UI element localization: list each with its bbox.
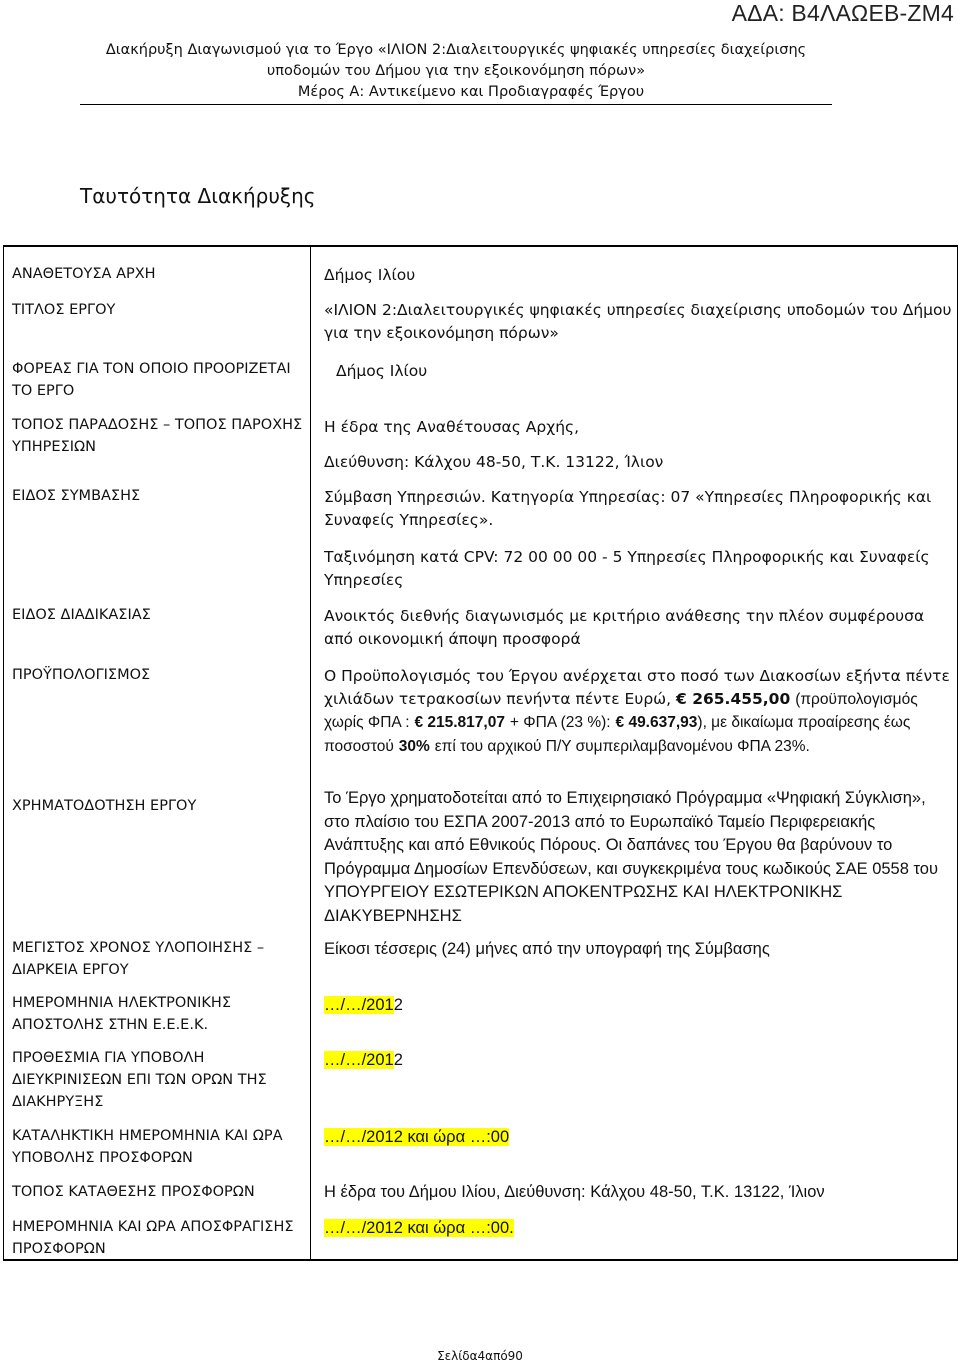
value-send-date <box>324 994 952 1018</box>
label-duration: ΜΕΓΙΣΤΟΣ ΧΡΟΝΟΣ ΥΛΟΠΟΙΗΣΗΣ – ΔΙΑΡΚΕΙΑ ΕΡΓΟΥ <box>12 940 265 978</box>
budget-text-1: Ο Προϋπολογισμός του Έργου ανέρχεται στο ποσό των Διακοσίων εξήντα πέντε χιλιάδων τετρακοσίων πενήντα πέντε Ευρώ, <box>324 667 950 708</box>
budget-total: € 265.455,00 <box>676 689 791 708</box>
value-authority: Δήμος Ιλίου <box>324 266 416 284</box>
value-contract-type: Σύμβαση Υπηρεσιών. Κατηγορία Υπηρεσίας: 07 «Υπηρεσίες Πληροφορικής και Συναφείς Υπηρεσίες». <box>324 488 932 529</box>
budget-text-3: + ΦΠΑ (23 %): <box>509 714 611 731</box>
label-procedure-type: ΕΙΔΟΣ ΔΙΑΔΙΚΑΣΙΑΣ <box>12 607 151 623</box>
budget-percentage: 30% <box>398 737 430 755</box>
budget-text-4: ), με δικαίωμα προαίρεσης έως ποσοστού <box>324 714 911 755</box>
label-opening: ΗΜΕΡΟΜΗΝΙΑ ΚΑΙ ΩΡΑ ΑΠΟΣΦΡΑΓΙΣΗΣ ΠΡΟΣΦΟΡΩΝ <box>12 1219 294 1257</box>
column-divider <box>310 247 311 1259</box>
submission-date-highlight: …/…/2012 και ώρα …: <box>324 1128 491 1146</box>
submission-date-suffix: 00 <box>490 1128 510 1146</box>
value-submission-place: Η έδρα του Δήμου Ιλίου, Διεύθυνση: Κάλχου 48-50, Τ.Κ. 13122, Ίλιον <box>324 1183 825 1201</box>
value-procedure-type: Ανοικτός διεθνής διαγωνισμός με κριτήριο ανάθεσης την πλέον συμφέρουσα από οικονομική άποψη προσφορά <box>324 607 925 648</box>
label-contract-type: ΕΙΔΟΣ ΣΥΜΒΑΣΗΣ <box>12 488 141 504</box>
header-line-3: Μέρος Α: Αντικείμενο και Προδιαγραφές Έργου <box>297 84 645 100</box>
budget-vat: € 49.637,93 <box>615 714 698 731</box>
document-header <box>80 40 832 103</box>
label-submission-place: ΤΟΠΟΣ ΚΑΤΑΘΕΣΗΣ ΠΡΟΣΦΟΡΩΝ <box>12 1184 255 1200</box>
label-submission-deadline: ΚΑΤΑΛΗΚΤΙΚΗ ΗΜΕΡΟΜΗΝΙΑ ΚΑΙ ΩΡΑ ΥΠΟΒΟΛΗΣ ΠΡΟΣΦΟΡΩΝ <box>12 1128 283 1166</box>
send-date-suffix: 2 <box>393 996 403 1014</box>
value-funding: Το Έργο χρηματοδοτείται από το Επιχειρησιακό Πρόγραμμα «Ψηφιακή Σύγκλιση», στο πλαίσιο του ΕΣΠΑ 2007-2013 από το Ευρωπαϊκό Ταμείο Περιφερειακής Ανάπτυξης και από Εθνικούς Πόρους. Οι δαπάνες του Έργου θα βαρύνουν το Πρόγραμμα Δημοσίων Επενδύσεων, και συγκεκριμένα τους κωδικούς ΣΑΕ 0558 του ΥΠΟΥΡΓΕΙΟΥ ΕΣΩΤΕΡΙΚΩΝ ΑΠΟΚΕΝΤΡΩΣΗΣ ΚΑΙ ΗΛΕΚΤΡΟΝΙΚΗΣ ΔΙΑΚΥΒΕΡΝΗΣΗΣ <box>324 789 938 925</box>
label-clarifications-deadline: ΠΡΟΘΕΣΜΙΑ ΓΙΑ ΥΠΟΒΟΛΗ ΔΙΕΥΚΡΙΝΙΣΕΩΝ ΕΠΙ ΤΩΝ ΟΡΩΝ ΤΗΣ ΔΙΑΚΗΡΥΞΗΣ <box>12 1050 267 1110</box>
label-budget: ΠΡΟΫΠΟΛΟΓΙΣΜΟΣ <box>12 667 151 683</box>
budget-text-2: (προϋπολογισμός χωρίς ΦΠΑ : <box>324 690 918 731</box>
value-budget <box>324 665 952 758</box>
value-delivery-place-2: Διεύθυνση: Κάλχου 48-50, Τ.Κ. 13122, Ίλιον <box>324 453 664 471</box>
budget-text-5: επί του αρχικού Π/Υ συμπεριλαμβανομένου ΦΠΑ 23%. <box>434 737 810 755</box>
send-date-highlight: …/…/201 <box>324 996 394 1014</box>
header-divider <box>80 104 832 105</box>
value-clarifications-deadline <box>324 1049 952 1073</box>
page-title: Ταυτότητα Διακήρυξης <box>80 184 316 208</box>
value-delivery-place-1: Η έδρα της Αναθέτουσας Αρχής, <box>324 418 580 436</box>
opening-date-highlight: …/…/2012 και ώρα …:00. <box>324 1219 514 1237</box>
value-opening <box>324 1217 952 1241</box>
label-delivery-place: ΤΟΠΟΣ ΠΑΡΑΔΟΣΗΣ – ΤΟΠΟΣ ΠΑΡΟΧΗΣ ΥΠΗΡΕΣΙΩΝ <box>12 417 303 455</box>
header-line-1: Διακήρυξη Διαγωνισμού για το Έργο «ΙΛΙΟΝ 2:Διαλειτουργικές ψηφιακές υπηρεσίες διαχείρισης <box>105 42 807 58</box>
value-cpv: Ταξινόμηση κατά CPV: 72 00 00 00 - 5 Υπηρεσίες Πληροφορικής και Συναφείς Υπηρεσίες <box>324 548 930 589</box>
clarifications-date-highlight: …/…/201 <box>324 1051 394 1069</box>
value-project-title: «ΙΛΙΟΝ 2:Διαλειτουργικές ψηφιακές υπηρεσίες διαχείρισης υποδομών του Δήμου για την εξοικονόμηση πόρων» <box>324 301 952 342</box>
label-project-title: ΤΙΤΛΟΣ ΕΡΓΟΥ <box>12 302 116 318</box>
value-beneficiary: Δήμος Ιλίου <box>336 362 428 380</box>
page-number: Σελίδα4από90 <box>437 1349 523 1363</box>
value-duration: Είκοσι τέσσερις (24) μήνες από την υπογραφή της Σύμβασης <box>324 940 770 958</box>
budget-net: € 215.817,07 <box>414 714 505 731</box>
label-beneficiary: ΦΟΡΕΑΣ ΓΙΑ ΤΟΝ ΟΠΟΙΟ ΠΡΟΟΡΙΖΕΤΑΙ ΤΟ ΕΡΓΟ <box>12 361 291 399</box>
ada-code: ΑΔΑ: Β4ΛΑΩΕΒ-ΖΜ4 <box>731 0 954 26</box>
value-submission-deadline <box>324 1126 952 1150</box>
clarifications-date-suffix: 2 <box>393 1051 403 1069</box>
label-funding: ΧΡΗΜΑΤΟΔΟΤΗΣΗ ΕΡΓΟΥ <box>12 798 197 814</box>
label-send-date: ΗΜΕΡΟΜΗΝΙΑ ΗΛΕΚΤΡΟΝΙΚΗΣ ΑΠΟΣΤΟΛΗΣ ΣΤΗΝ Ε.Ε.Ε.Κ. <box>12 995 232 1033</box>
header-line-2: υποδομών του Δήμου για την εξοικονόμηση πόρων» <box>266 63 646 79</box>
label-authority: ΑΝΑΘΕΤΟΥΣΑ ΑΡΧΗ <box>12 266 156 282</box>
